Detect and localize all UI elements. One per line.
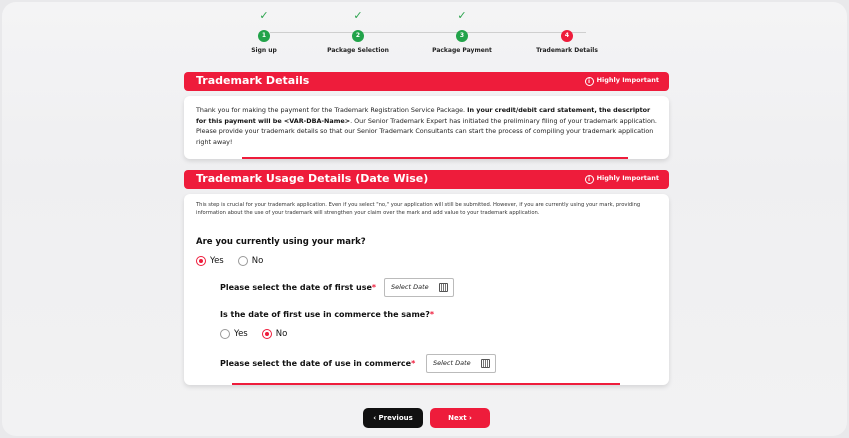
step-package-payment <box>422 10 502 54</box>
radio-label[interactable]: Yes <box>210 256 224 266</box>
info-icon: i <box>585 77 594 86</box>
step-label: Sign up <box>251 47 277 54</box>
payment-message: Thank you for making the payment for the Trademark Registration Service Package. In your credit/debit card statement, the descriptor for this payment will be <VAR-DBA-Name>. Our Senior Trademark Expert has initiated the preliminary filing of your trademark application. Please provide your trademark details so that our Senior Trademark Consultants can start the process of compiling your trademark application right away! <box>196 106 657 146</box>
card-accent-line <box>232 383 620 385</box>
check-icon: ✓ <box>259 9 269 22</box>
trademark-details-header <box>184 72 669 91</box>
card-accent-line <box>242 157 628 159</box>
check-placeholder <box>527 10 607 22</box>
check-icon: ✓ <box>457 9 467 22</box>
radio-label[interactable]: No <box>251 256 264 266</box>
usage-details-header <box>184 170 669 189</box>
step-number: 4 <box>561 30 573 42</box>
radio-label[interactable]: Yes <box>234 329 248 339</box>
step-label: Package Payment <box>432 47 492 54</box>
trademark-details-card <box>184 96 669 159</box>
step-number: 2 <box>352 30 364 42</box>
step-sign-up <box>224 10 304 54</box>
calendar-icon <box>481 359 490 368</box>
usage-intro: This step is crucial for your trademark application. Even if you select "no," your application will still be submitted. However, if you are currently using your mark, providing information about the use of your trademark will strengthen your claim over the mark and add value to your trademark application. <box>196 202 641 216</box>
first-use-date-picker[interactable]: Select Date <box>384 278 454 297</box>
question-same-date: Is the date of first use in commerce the same?* <box>220 310 435 319</box>
using-mark-options <box>196 256 277 266</box>
step-number: 1 <box>258 30 270 42</box>
section-title: Trademark Usage Details (Date Wise) <box>196 172 429 185</box>
page-frame <box>2 2 847 436</box>
radio-same-no[interactable] <box>262 329 272 339</box>
usage-details-card <box>184 194 669 385</box>
highly-important-badge: i Highly Important <box>585 76 659 86</box>
same-date-options <box>220 329 301 339</box>
step-number: 3 <box>456 30 468 42</box>
question-commerce-date: Please select the date of use in commerce* <box>220 359 416 368</box>
question-first-use-date: Please select the date of first use* <box>220 283 377 292</box>
progress-stepper <box>224 10 624 54</box>
previous-button[interactable]: ‹ Previous <box>363 408 423 428</box>
radio-same-yes[interactable] <box>220 329 230 339</box>
next-button[interactable]: Next › <box>430 408 490 428</box>
info-icon: i <box>585 175 594 184</box>
question-using-mark: Are you currently using your mark? <box>196 237 366 247</box>
highly-important-badge: i Highly Important <box>585 174 659 184</box>
step-label: Package Selection <box>327 47 389 54</box>
step-trademark-details <box>527 10 607 54</box>
calendar-icon <box>439 283 448 292</box>
step-label: Trademark Details <box>536 47 598 54</box>
step-package-selection <box>318 10 398 54</box>
radio-using-no[interactable] <box>238 256 248 266</box>
section-title: Trademark Details <box>196 74 310 87</box>
commerce-date-picker[interactable]: Select Date <box>426 354 496 373</box>
radio-label[interactable]: No <box>275 329 288 339</box>
radio-using-yes[interactable] <box>196 256 206 266</box>
check-icon: ✓ <box>353 9 363 22</box>
